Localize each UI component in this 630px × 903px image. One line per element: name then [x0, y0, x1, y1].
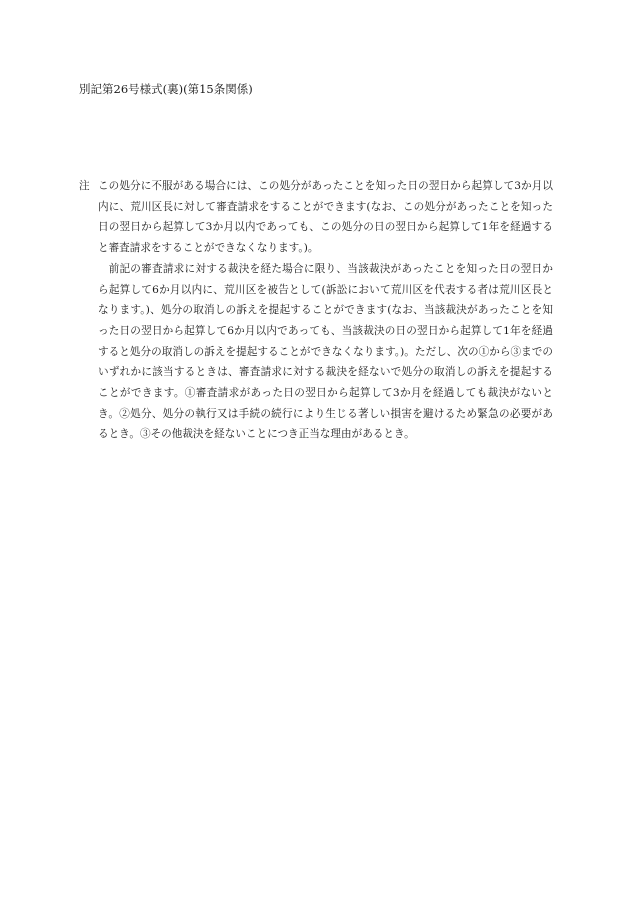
note-paragraph-1: この処分に不服がある場合には、この処分があったことを知った日の翌日から起算して3か月以内に、荒川区長に対して審査請求をすることができます(なお、この処分があったことを知った日の翌日から起算して3か月以内であっても、この処分の日の翌日から起算して1年を経過すると審査請求をすることができなくなります。)。 [98, 180, 553, 255]
note-first-row [79, 176, 553, 259]
note-section [79, 176, 553, 445]
note-paragraph-2: 前記の審査請求に対する裁決を経た場合に限り、当該裁決があったことを知った日の翌日から起算して6か月以内に、荒川区を被告として(訴訟において荒川区を代表する者は荒川区長となります。)、処分の取消しの訴えを提起することができます(なお、当該裁決があったことを知った日の翌日から起算して6か月以内であっても、当該裁決の日の翌日から起算して1年を経過すると処分の取消しの訴えを提起することができなくなります。)。ただし、次の①から③までのいずれかに該当するときは、審査請求に対する裁決を経ないで処分の取消しの訴えを提起することができます。①審査請求があった日の翌日から起算して3か月を経過しても裁決がないとき。②処分、処分の執行又は手続の続行により生じる著しい損害を避けるため緊急の必要があるとき。③その他裁決を経ないことにつき正当な理由があるとき。 [98, 262, 553, 441]
note-marker: 注 [79, 180, 90, 192]
note-second-row [79, 259, 553, 445]
form-header: 別記第26号様式(裏)(第15条関係) [79, 82, 253, 96]
